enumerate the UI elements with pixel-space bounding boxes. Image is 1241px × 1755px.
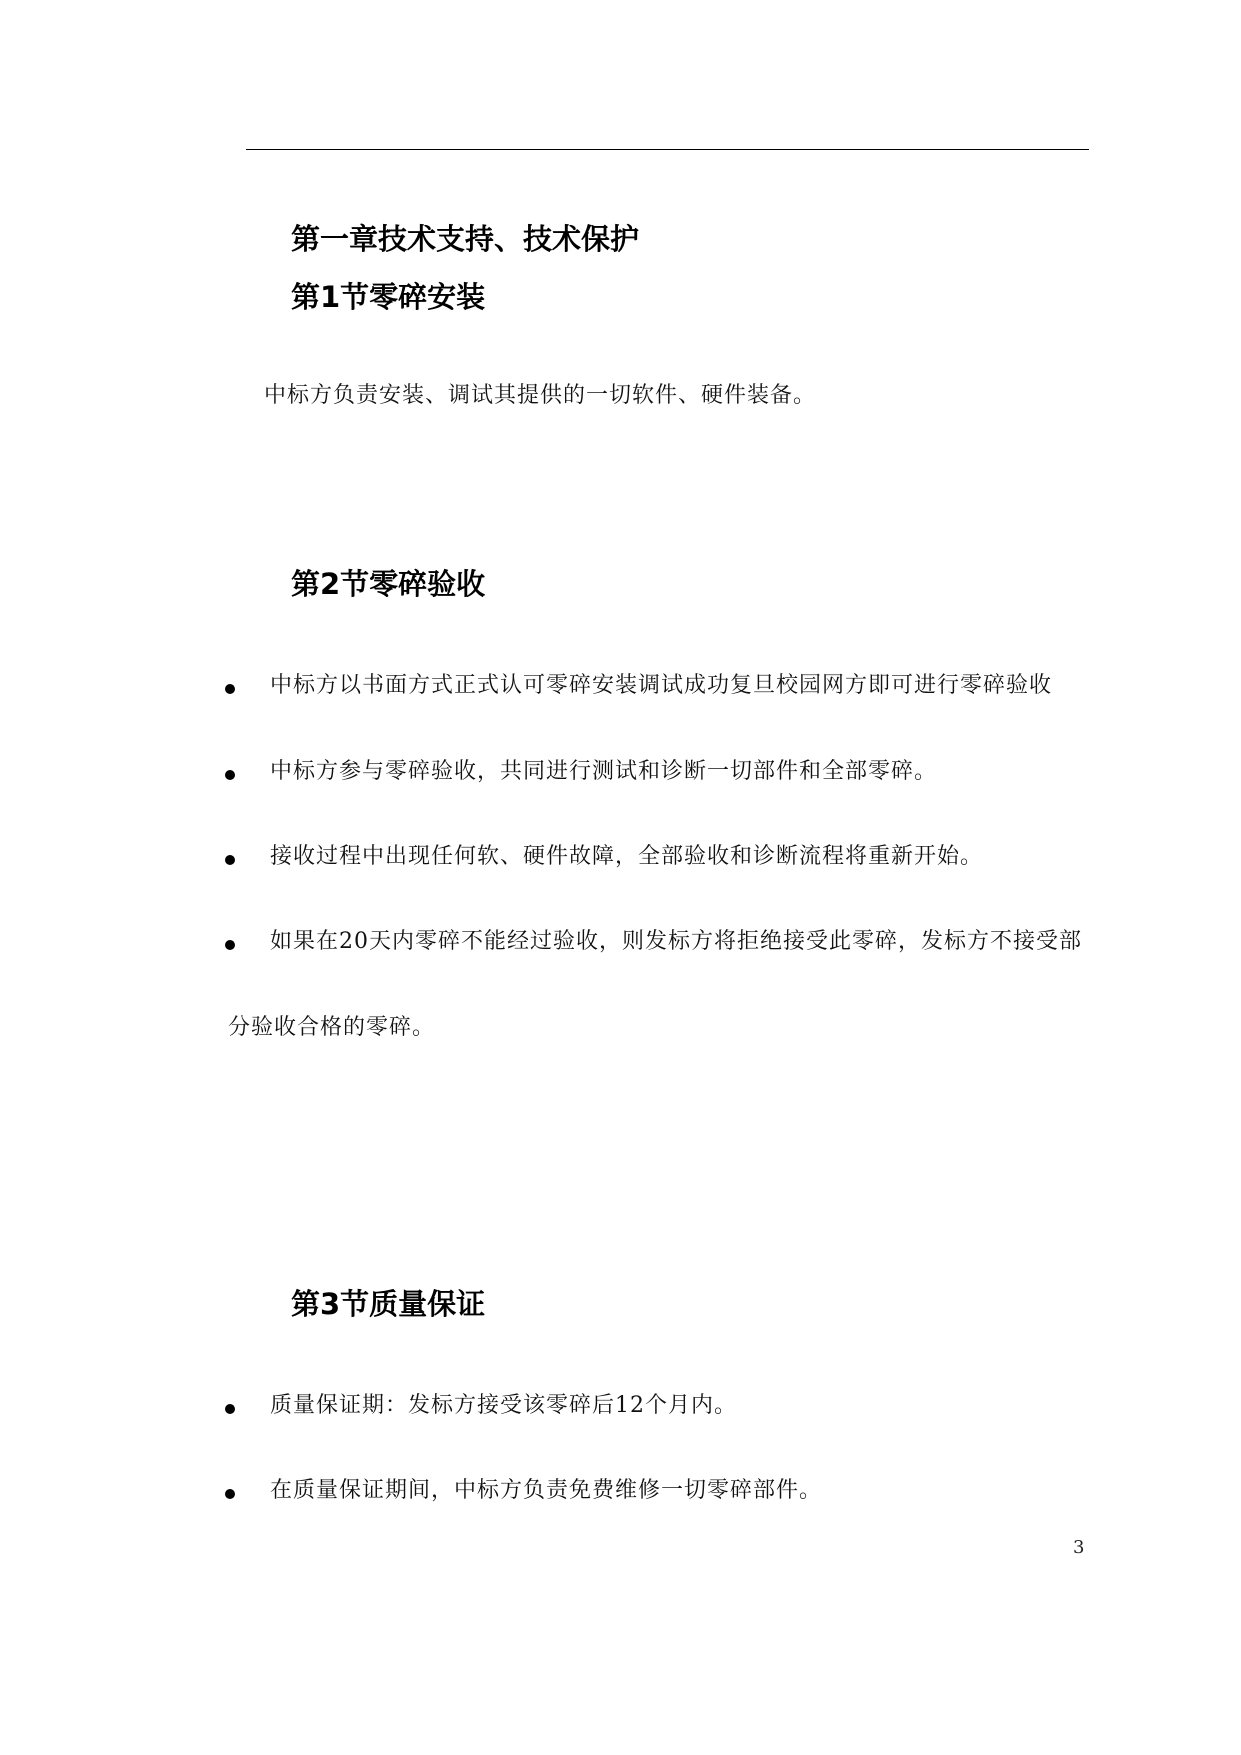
- section2-item-4-continuation: 分验收合格的零碎。: [228, 1015, 436, 1040]
- header-rule: [246, 149, 1089, 150]
- bullet-icon: [225, 1489, 235, 1499]
- bullet-icon: [225, 855, 235, 865]
- section2-item-2: 中标方参与零碎验收，共同进行测试和诊断一切部件和全部零碎。: [270, 759, 938, 784]
- section3-item-2: 在质量保证期间，中标方负责免费维修一切零碎部件。: [270, 1478, 823, 1503]
- bullet-icon: [225, 684, 235, 694]
- bullet-icon: [225, 1404, 235, 1414]
- section2-title: 第2节零碎验收: [291, 567, 486, 601]
- bullet-icon: [225, 940, 235, 950]
- section1-title: 第1节零碎安装: [291, 280, 486, 314]
- section1-paragraph: 中标方负责安装、调试其提供的一切软件、硬件装备。: [264, 383, 817, 408]
- chapter-title: 第一章技术支持、技术保护: [291, 222, 640, 256]
- section3-title: 第3节质量保证: [291, 1287, 486, 1321]
- page-number: 3: [1073, 1537, 1085, 1558]
- section3-item-1: 质量保证期：发标方接受该零碎后12个月内。: [270, 1393, 737, 1418]
- section2-item-4: 如果在20天内零碎不能经过验收，则发标方将拒绝接受此零碎，发标方不接受部: [270, 929, 1082, 954]
- section2-item-1: 中标方以书面方式正式认可零碎安装调试成功复旦校园网方即可进行零碎验收: [270, 673, 1053, 698]
- bullet-icon: [225, 770, 235, 780]
- section2-item-3: 接收过程中出现任何软、硬件故障，全部验收和诊断流程将重新开始。: [270, 844, 984, 869]
